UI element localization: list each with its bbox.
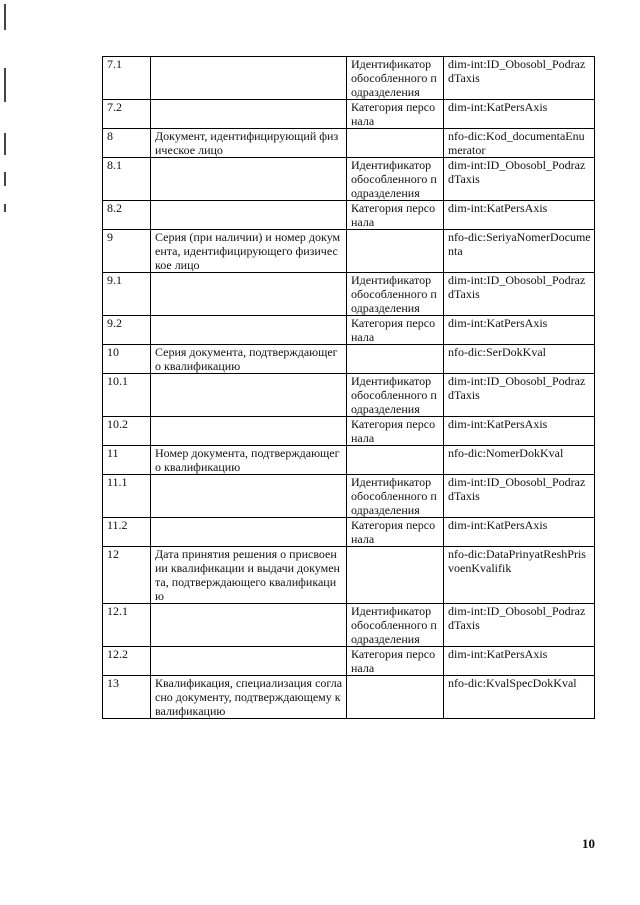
- row-name-cell: Серия документа, подтверждающего квалификацию: [151, 345, 347, 374]
- row-number-cell: 10: [103, 345, 151, 374]
- row-number-cell: 8.1: [103, 158, 151, 201]
- row-member-cell: [347, 230, 444, 273]
- table-row: [103, 604, 595, 647]
- row-code-cell: nfo-dic:NomerDokKval: [444, 446, 595, 475]
- table-row: [103, 417, 595, 446]
- row-number-cell: 12.1: [103, 604, 151, 647]
- row-member-cell: [347, 676, 444, 719]
- table-row: [103, 374, 595, 417]
- row-member-cell: Категория персонала: [347, 518, 444, 547]
- table-row: [103, 57, 595, 100]
- row-code-cell: dim-int:KatPersAxis: [444, 316, 595, 345]
- row-number-cell: 13: [103, 676, 151, 719]
- row-member-cell: Категория персонала: [347, 100, 444, 129]
- row-member-cell: Категория персонала: [347, 417, 444, 446]
- row-code-cell: nfo-dic:DataPrinyatReshPrisvoenKvalifik: [444, 547, 595, 604]
- row-member-cell: [347, 446, 444, 475]
- row-name-cell: [151, 604, 347, 647]
- table-row: [103, 446, 595, 475]
- row-number-cell: 12.2: [103, 647, 151, 676]
- row-name-cell: Номер документа, подтверждающего квалификацию: [151, 446, 347, 475]
- row-number-cell: 9.2: [103, 316, 151, 345]
- table-row: [103, 201, 595, 230]
- row-number-cell: 8: [103, 129, 151, 158]
- row-name-cell: [151, 417, 347, 446]
- table-row: [103, 230, 595, 273]
- row-code-cell: dim-int:KatPersAxis: [444, 100, 595, 129]
- scan-edge-mark: [4, 172, 6, 186]
- table-row: [103, 273, 595, 316]
- row-number-cell: 9: [103, 230, 151, 273]
- row-member-cell: Идентификатор обособленного подразделения: [347, 158, 444, 201]
- row-member-cell: Категория персонала: [347, 201, 444, 230]
- row-name-cell: [151, 201, 347, 230]
- row-code-cell: dim-int:KatPersAxis: [444, 417, 595, 446]
- row-member-cell: Идентификатор обособленного подразделения: [347, 57, 444, 100]
- table-row: [103, 676, 595, 719]
- indicator-table: [102, 56, 595, 719]
- row-number-cell: 9.1: [103, 273, 151, 316]
- row-code-cell: dim-int:ID_Obosobl_PodrazdTaxis: [444, 158, 595, 201]
- row-member-cell: [347, 345, 444, 374]
- row-name-cell: [151, 475, 347, 518]
- row-name-cell: [151, 273, 347, 316]
- row-name-cell: [151, 57, 347, 100]
- scan-edge-mark: [4, 204, 6, 212]
- row-code-cell: nfo-dic:SeriyaNomerDocumenta: [444, 230, 595, 273]
- row-number-cell: 11.1: [103, 475, 151, 518]
- table-row: [103, 100, 595, 129]
- row-member-cell: Категория персонала: [347, 316, 444, 345]
- row-number-cell: 11.2: [103, 518, 151, 547]
- scan-edge-mark: [4, 4, 6, 30]
- table-row: [103, 158, 595, 201]
- table-body: [103, 57, 595, 719]
- row-member-cell: Идентификатор обособленного подразделения: [347, 273, 444, 316]
- row-code-cell: dim-int:ID_Obosobl_PodrazdTaxis: [444, 273, 595, 316]
- row-number-cell: 11: [103, 446, 151, 475]
- row-member-cell: [347, 547, 444, 604]
- row-member-cell: Идентификатор обособленного подразделения: [347, 604, 444, 647]
- row-name-cell: [151, 158, 347, 201]
- row-code-cell: nfo-dic:Kod_documentaEnumerator: [444, 129, 595, 158]
- row-number-cell: 7.1: [103, 57, 151, 100]
- row-name-cell: Дата принятия решения о присвоении квалификации и выдачи документа, подтверждающего квалификацию: [151, 547, 347, 604]
- table-row: [103, 316, 595, 345]
- row-name-cell: [151, 647, 347, 676]
- row-member-cell: Идентификатор обособленного подразделения: [347, 374, 444, 417]
- row-code-cell: nfo-dic:KvalSpecDokKval: [444, 676, 595, 719]
- row-code-cell: dim-int:KatPersAxis: [444, 201, 595, 230]
- row-number-cell: 10.1: [103, 374, 151, 417]
- row-member-cell: Категория персонала: [347, 647, 444, 676]
- row-number-cell: 7.2: [103, 100, 151, 129]
- row-number-cell: 12: [103, 547, 151, 604]
- row-name-cell: Документ, идентифицирующий физическое лицо: [151, 129, 347, 158]
- row-code-cell: dim-int:ID_Obosobl_PodrazdTaxis: [444, 604, 595, 647]
- row-code-cell: dim-int:ID_Obosobl_PodrazdTaxis: [444, 57, 595, 100]
- row-name-cell: [151, 316, 347, 345]
- row-name-cell: [151, 518, 347, 547]
- row-member-cell: Идентификатор обособленного подразделения: [347, 475, 444, 518]
- row-code-cell: dim-int:KatPersAxis: [444, 518, 595, 547]
- row-name-cell: Серия (при наличии) и номер документа, идентифицирующего физическое лицо: [151, 230, 347, 273]
- table-row: [103, 475, 595, 518]
- table-row: [103, 547, 595, 604]
- page-number: 10: [582, 836, 595, 851]
- row-code-cell: dim-int:ID_Obosobl_PodrazdTaxis: [444, 475, 595, 518]
- row-number-cell: 8.2: [103, 201, 151, 230]
- row-name-cell: Квалификация, специализация согласно документу, подтверждающему квалификацию: [151, 676, 347, 719]
- table-row: [103, 647, 595, 676]
- row-code-cell: dim-int:KatPersAxis: [444, 647, 595, 676]
- row-name-cell: [151, 100, 347, 129]
- row-code-cell: nfo-dic:SerDokKval: [444, 345, 595, 374]
- table-row: [103, 129, 595, 158]
- row-code-cell: dim-int:ID_Obosobl_PodrazdTaxis: [444, 374, 595, 417]
- table-row: [103, 518, 595, 547]
- row-member-cell: [347, 129, 444, 158]
- scan-edge-mark: [4, 68, 6, 102]
- row-number-cell: 10.2: [103, 417, 151, 446]
- scan-edge-mark: [4, 133, 6, 155]
- row-name-cell: [151, 374, 347, 417]
- table-row: [103, 345, 595, 374]
